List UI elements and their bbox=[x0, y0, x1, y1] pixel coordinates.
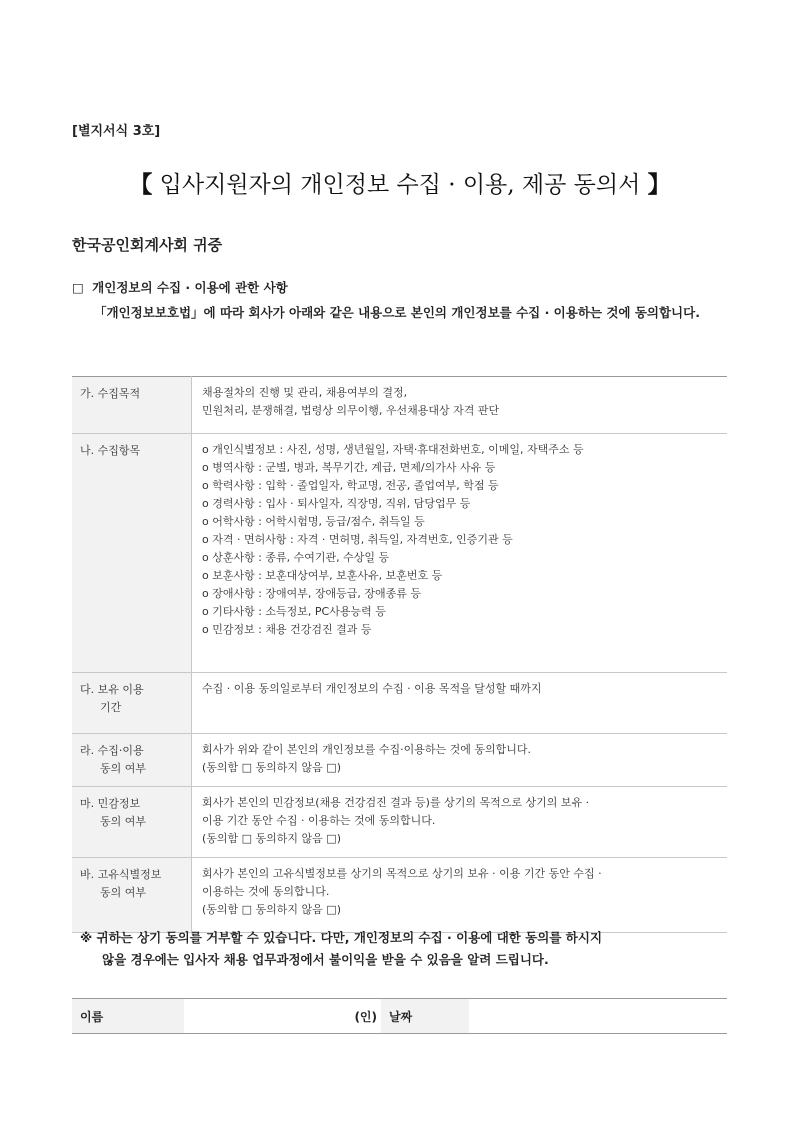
content-cell bbox=[192, 673, 728, 734]
list-item: o 장애사항 : 장애여부, 장애등급, 장애종류 등 bbox=[202, 587, 422, 600]
name-field[interactable] bbox=[184, 999, 381, 1034]
title-bracket-open: 【 bbox=[129, 171, 153, 198]
list-item: o 민감정보 : 채용 건강검진 결과 등 bbox=[202, 623, 372, 636]
document-title bbox=[0, 166, 800, 199]
name-label: 이름 bbox=[72, 999, 184, 1034]
recipient: 한국공인회계사회 귀중 bbox=[72, 236, 223, 254]
category-label: 기간 bbox=[100, 701, 122, 714]
list-item: o 기타사항 : 소득정보, PC사용능력 등 bbox=[202, 605, 386, 618]
list-item: o 보훈사항 : 보훈대상여부, 보훈사유, 보훈번호 등 bbox=[202, 569, 443, 582]
checkbox-icon: □ bbox=[72, 280, 84, 295]
section-heading-text: 개인정보의 수집 · 이용에 관한 사항 bbox=[92, 280, 288, 295]
content-line: 회사가 본인의 민감정보(채용 건강검진 결과 등)를 상기의 목적으로 상기의 보유 · bbox=[202, 796, 590, 809]
list-item: o 상훈사항 : 종류, 수여기관, 수상일 등 bbox=[202, 551, 390, 564]
content-cell bbox=[192, 787, 728, 858]
category-cell bbox=[72, 377, 192, 434]
consent-choice[interactable]: (동의함 □ 동의하지 않음 □) bbox=[202, 903, 341, 916]
content-cell bbox=[192, 434, 728, 673]
category-cell bbox=[72, 673, 192, 734]
content-line: 민원처리, 분쟁해결, 법령상 의무이행, 우선채용대상 자격 판단 bbox=[202, 404, 500, 417]
consent-choice[interactable]: (동의함 □ 동의하지 않음 □) bbox=[202, 832, 341, 845]
form-number: [별지서식 3호] bbox=[72, 124, 161, 139]
table-row-items bbox=[72, 434, 727, 673]
list-item: o 개인식별정보 : 사진, 성명, 생년월일, 자택·휴대전화번호, 이메일, 자택주소 등 bbox=[202, 443, 584, 456]
list-item: o 어학사항 : 어학시험명, 등급/점수, 취득일 등 bbox=[202, 515, 425, 528]
list-item: o 학력사항 : 입학 · 졸업일자, 학교명, 전공, 졸업여부, 학점 등 bbox=[202, 479, 499, 492]
consent-choice[interactable]: (동의함 □ 동의하지 않음 □) bbox=[202, 761, 341, 774]
category-label: 동의 여부 bbox=[100, 886, 147, 899]
category-label: 바. 고유식별정보 bbox=[80, 868, 162, 881]
date-field[interactable] bbox=[469, 999, 727, 1034]
category-cell bbox=[72, 734, 192, 787]
notice bbox=[80, 927, 730, 971]
category-cell bbox=[72, 787, 192, 858]
list-item: o 병역사항 : 군별, 병과, 복무기간, 계급, 면제/의가사 사유 등 bbox=[202, 461, 496, 474]
date-label: 날짜 bbox=[381, 999, 469, 1034]
category-label: 동의 여부 bbox=[100, 762, 147, 775]
notice-line: 않을 경우에는 입사자 채용 업무과정에서 불이익을 받을 수 있음을 알려 드립니다. bbox=[102, 952, 549, 967]
category-label: 마. 민감정보 bbox=[80, 797, 141, 810]
content-line: 회사가 위와 같이 본인의 개인정보를 수집·이용하는 것에 동의합니다. bbox=[202, 743, 531, 756]
table-row-consent-unique-id bbox=[72, 858, 727, 933]
content-line: 수집 · 이용 동의일로부터 개인정보의 수집 · 이용 목적을 달성할 때까지 bbox=[202, 682, 542, 695]
title-text: 입사지원자의 개인정보 수집 · 이용, 제공 동의서 bbox=[159, 172, 641, 198]
table-row-retention bbox=[72, 673, 727, 734]
content-line: 회사가 본인의 고유식별정보를 상기의 목적으로 상기의 보유 · 이용 기간 동안 수집 · bbox=[202, 867, 602, 880]
intro-paragraph: 「개인정보보호법」에 따라 회사가 아래와 같은 내용으로 본인의 개인정보를 수집 · 이용하는 것에 동의합니다. bbox=[94, 305, 700, 320]
section-heading bbox=[72, 278, 288, 296]
content-cell bbox=[192, 734, 728, 787]
content-line: 이용하는 것에 동의합니다. bbox=[202, 885, 330, 898]
list-item: o 경력사항 : 입사 · 퇴사일자, 직장명, 직위, 담당업무 등 bbox=[202, 497, 471, 510]
content-line: 채용절차의 진행 및 관리, 채용여부의 결정, bbox=[202, 386, 408, 399]
signature-table bbox=[72, 998, 727, 1034]
content-line: 이용 기간 동안 수집 · 이용하는 것에 동의합니다. bbox=[202, 814, 436, 827]
category-label: 나. 수집항목 bbox=[80, 444, 141, 457]
category-label: 가. 수집목적 bbox=[80, 387, 141, 400]
table-row-consent-general bbox=[72, 734, 727, 787]
title-bracket-close: 】 bbox=[647, 171, 671, 198]
category-label: 다. 보유 이용 bbox=[80, 683, 144, 696]
category-cell bbox=[72, 858, 192, 933]
category-label: 동의 여부 bbox=[100, 815, 147, 828]
list-item: o 자격 · 면허사항 : 자격 · 면허명, 취득일, 자격번호, 인증기관 등 bbox=[202, 533, 513, 546]
category-label: 라. 수집·이용 bbox=[80, 744, 144, 757]
seal-mark: (인) bbox=[354, 1009, 377, 1024]
content-cell bbox=[192, 377, 728, 434]
table-row-purpose bbox=[72, 377, 727, 434]
category-cell bbox=[72, 434, 192, 673]
content-cell bbox=[192, 858, 728, 933]
table-row-consent-sensitive bbox=[72, 787, 727, 858]
consent-table bbox=[72, 376, 727, 933]
notice-line: ※ 귀하는 상기 동의를 거부할 수 있습니다. 다만, 개인정보의 수집 · 이용에 대한 동의를 하시지 bbox=[80, 930, 603, 945]
